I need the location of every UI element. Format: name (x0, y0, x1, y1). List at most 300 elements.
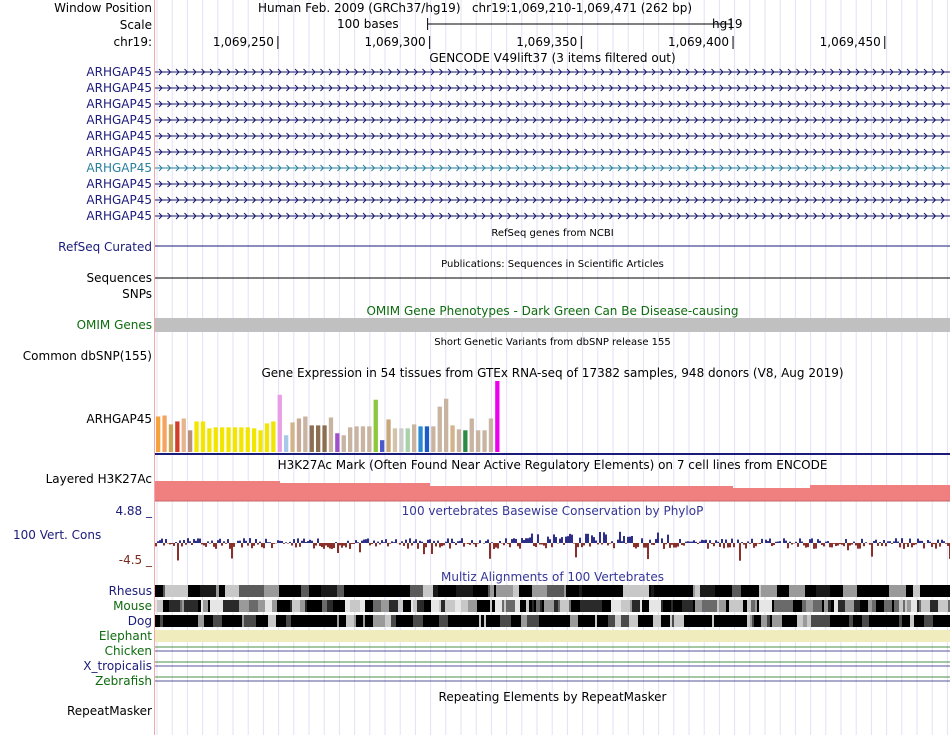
phylop-positive-bar (297, 538, 299, 543)
ruler-tick-label: 1,069,300 (364, 35, 426, 49)
multiz-mouse-block (688, 600, 693, 612)
multiz-mouse-block (300, 600, 305, 612)
multiz-rhesus-block (230, 585, 239, 597)
phylop-positive-bar (207, 541, 209, 543)
multiz-mouse-block (492, 600, 495, 612)
phylop-negative-bar (797, 543, 799, 547)
gtex-tissue-bar (322, 425, 326, 452)
phylop-negative-bar (173, 543, 175, 546)
gtex-tissue-bar (329, 417, 333, 452)
multiz-mouse-block (632, 600, 640, 612)
gencode-item-label[interactable]: ARHGAP45 (86, 129, 152, 143)
phylop-negative-bar (517, 543, 519, 546)
multiz-dog-block (222, 615, 228, 627)
multiz-dog-block (820, 615, 830, 627)
phylop-positive-bar (901, 538, 903, 543)
multiz-rhesus-block (219, 585, 225, 597)
multiz-mouse-block (598, 600, 600, 612)
phylop-negative-bar (681, 543, 683, 545)
multiz-dog-block (899, 615, 902, 627)
phylop-positive-bar (525, 538, 527, 543)
multiz-dog-block (256, 615, 268, 627)
gencode-item-label[interactable]: ARHGAP45 (86, 97, 152, 111)
phylop-negative-bar (697, 543, 699, 544)
multiz-dog-block (638, 615, 641, 627)
multiz-rhesus-block (364, 585, 380, 597)
phylop-negative-bar (535, 543, 537, 547)
phylop-negative-bar (829, 543, 831, 547)
phylop-negative-bar (201, 543, 203, 544)
gencode-item-label[interactable]: ARHGAP45 (86, 65, 152, 79)
gencode-item-label[interactable]: ARHGAP45 (86, 193, 152, 207)
multiz-species-label[interactable]: Chicken (104, 644, 152, 658)
phylop-positive-bar (687, 541, 689, 543)
multiz-rhesus-block (239, 585, 249, 597)
multiz-species-label[interactable]: X_tropicalis (83, 659, 152, 673)
multiz-species-label[interactable]: Zebrafish (95, 674, 152, 688)
multiz-mouse-block (695, 600, 702, 612)
gtex-tissue-bar (361, 426, 365, 452)
phylop-positive-bar (593, 537, 595, 543)
multiz-dog-block (570, 615, 578, 627)
gtex-tissue-bar (233, 427, 237, 452)
gencode-item-label[interactable]: ARHGAP45 (86, 209, 152, 223)
gtex-tissue-bar (226, 427, 230, 452)
multiz-rhesus-block (494, 585, 496, 597)
multiz-dog-block (423, 615, 425, 627)
multiz-dog-block (286, 615, 291, 627)
multiz-dog-block (468, 615, 479, 627)
gtex-tissue-bar (201, 421, 205, 452)
phylop-positive-bar (777, 542, 779, 543)
phylop-negative-bar (489, 543, 491, 559)
phylop-positive-bar (179, 540, 181, 543)
gtex-tissue-bar (188, 430, 192, 452)
multiz-rhesus-block (488, 585, 490, 597)
multiz-dog-block (354, 615, 356, 627)
multiz-mouse-block (431, 600, 439, 612)
gtex-tissue-bar (265, 423, 269, 452)
multiz-mouse-block (563, 600, 569, 612)
phylop-positive-bar (853, 542, 855, 543)
multiz-dog-block (204, 615, 213, 627)
phylop-negative-bar (807, 543, 809, 547)
phylop-negative-bar (441, 543, 443, 546)
phylop-positive-bar (801, 542, 803, 543)
multiz-rhesus-block (351, 585, 364, 597)
multiz-dog-block (413, 615, 423, 627)
multiz-mouse-block (542, 600, 544, 612)
multiz-rhesus-block (688, 585, 693, 597)
phylop-positive-bar (355, 540, 357, 543)
phylop-negative-bar (707, 543, 709, 549)
gtex-tissue-bar (252, 428, 256, 452)
multiz-mouse-block (208, 600, 210, 612)
phylop-negative-bar (907, 543, 909, 547)
phylop-negative-bar (497, 543, 499, 548)
phylop-negative-bar (371, 543, 373, 544)
phylop-positive-bar (395, 539, 397, 543)
phylop-negative-bar (435, 543, 437, 546)
phylop-negative-bar (271, 543, 273, 548)
phylop-negative-bar (155, 543, 157, 546)
multiz-mouse-block (196, 600, 198, 612)
phylop-positive-bar (591, 535, 593, 543)
phylop-negative-bar (251, 543, 253, 548)
phylop-negative-bar (791, 543, 793, 544)
phylop-positive-bar (595, 541, 597, 543)
phylop-positive-bar (661, 538, 663, 543)
phylop-negative-bar (757, 543, 759, 544)
phylop-negative-bar (475, 543, 477, 547)
gtex-tissue-bar (194, 421, 198, 452)
multiz-rhesus-block (181, 585, 188, 597)
h3k27ac-track-label[interactable]: Layered H3K27Ac (45, 472, 152, 486)
multiz-rhesus-block (547, 585, 564, 597)
multiz-mouse-block (712, 600, 717, 612)
phylop-positive-bar (485, 541, 487, 543)
phylop-negative-bar (831, 543, 833, 547)
phylop-negative-bar (417, 543, 419, 549)
multiz-mouse-block (578, 600, 580, 612)
phylop-positive-bar (617, 540, 619, 543)
phylop-negative-bar (653, 543, 655, 545)
phylop-negative-bar (645, 543, 647, 548)
multiz-species-label[interactable]: Rhesus (108, 584, 152, 598)
multiz-dog-block (782, 615, 793, 627)
phylop-positive-bar (487, 539, 489, 543)
multiz-mouse-block (411, 600, 413, 612)
publications-track-label[interactable]: Sequences (86, 271, 152, 285)
multiz-rhesus-block (843, 585, 857, 597)
multiz-mouse-block (930, 600, 938, 612)
phylop-positive-bar (619, 532, 621, 543)
phylop-positive-bar (689, 542, 691, 543)
phylop-negative-bar (847, 543, 849, 550)
gencode-item-label[interactable]: ARHGAP45 (86, 113, 152, 127)
multiz-rhesus-block (945, 585, 950, 597)
multiz-dog-block (401, 615, 413, 627)
multiz-mouse-block (884, 600, 892, 612)
phylop-negative-bar (613, 543, 615, 548)
phylop-positive-bar (599, 532, 601, 543)
multiz-mouse-block (558, 600, 560, 612)
phylop-positive-bar (347, 541, 349, 543)
multiz-dog-block (754, 615, 761, 627)
multiz-mouse-block (360, 600, 365, 612)
gtex-tissue-bar (207, 428, 211, 452)
multiz-dog-block (481, 615, 484, 627)
multiz-species-label[interactable]: Dog (127, 614, 152, 628)
multiz-mouse-block (640, 600, 642, 612)
multiz-mouse-block (813, 600, 822, 612)
phylop-negative-bar (495, 543, 497, 548)
multiz-dog-block (521, 615, 527, 627)
multiz-dog-block (244, 615, 256, 627)
multiz-dog-block (750, 615, 752, 627)
phylop-positive-bar (301, 541, 303, 543)
multiz-mouse-block (350, 600, 360, 612)
phylop-positive-bar (937, 540, 939, 543)
phylop-negative-bar (493, 543, 495, 549)
gencode-item-label[interactable]: ARHGAP45 (86, 177, 152, 191)
multiz-mouse-block (671, 600, 673, 612)
multiz-dog-block (767, 615, 770, 627)
phylop-negative-bar (375, 543, 377, 546)
phylop-negative-bar (803, 543, 805, 545)
ruler-tick-label: 1,069,250 (212, 35, 274, 49)
multiz-rhesus-block (633, 585, 649, 597)
phylop-negative-bar (899, 543, 901, 547)
phylop-positive-bar (783, 538, 785, 543)
multiz-rhesus-block (671, 585, 688, 597)
phylop-positive-bar (799, 538, 801, 543)
multiz-dog-block (914, 615, 924, 627)
phylop-positive-bar (461, 538, 463, 543)
phylop-positive-bar (629, 537, 631, 543)
multiz-mouse-block (842, 600, 845, 612)
phylop-positive-bar (579, 538, 581, 543)
multiz-rhesus-block (165, 585, 181, 597)
multiz-rhesus-block (323, 585, 337, 597)
phylop-positive-bar (761, 539, 763, 543)
gtex-tissue-bar (246, 427, 250, 452)
gencode-item-label[interactable]: ARHGAP45 (86, 81, 152, 95)
phylop-positive-bar (531, 534, 533, 543)
phylop-negative-bar (439, 543, 441, 547)
multiz-dog-block (597, 615, 608, 627)
multiz-mouse-block (774, 600, 784, 612)
phylop-negative-bar (857, 543, 859, 549)
phylop-positive-bar (523, 540, 525, 543)
multiz-mouse-block (281, 600, 290, 612)
phylop-positive-bar (217, 540, 219, 543)
gtex-tissue-bar (380, 440, 384, 452)
multiz-rhesus-block (490, 585, 494, 597)
gtex-tissue-bar (156, 417, 160, 453)
phylop-positive-bar (421, 542, 423, 543)
phylop-negative-bar (841, 543, 843, 545)
multiz-dog-block (761, 615, 767, 627)
multiz-mouse-block (201, 600, 203, 612)
multiz-mouse-block (210, 600, 216, 612)
gtex-tissue-bar (342, 435, 346, 452)
phylop-positive-bar (211, 541, 213, 543)
phylop-positive-bar (451, 539, 453, 543)
dbsnp-track-label[interactable]: Common dbSNP(155) (22, 349, 152, 363)
phylop-negative-bar (253, 543, 255, 546)
phylop-positive-bar (555, 537, 557, 543)
multiz-rhesus-block (579, 585, 582, 597)
multiz-mouse-block (398, 600, 403, 612)
gtex-tissue-bar (393, 428, 397, 452)
phylop-negative-bar (743, 543, 745, 545)
phylop-positive-bar (929, 542, 931, 543)
multiz-rhesus-block (410, 585, 423, 597)
phylop-positive-bar (471, 540, 473, 543)
gtex-gene-label[interactable]: ARHGAP45 (86, 412, 152, 426)
phylop-negative-bar (597, 543, 599, 544)
multiz-mouse-block (345, 600, 350, 612)
phylop-negative-bar (727, 543, 729, 548)
phylop-positive-bar (269, 542, 271, 543)
multiz-dog-block (498, 615, 500, 627)
phylop-track-label[interactable]: 100 Vert. Cons (13, 528, 102, 542)
multiz-dog-block (837, 615, 839, 627)
multiz-mouse-block (495, 600, 502, 612)
multiz-dog-block (721, 615, 730, 627)
multiz-species-label[interactable]: Mouse (113, 599, 152, 613)
phylop-positive-bar (685, 542, 687, 543)
phylop-positive-bar (889, 541, 891, 543)
multiz-dog-block (560, 615, 565, 627)
phylop-positive-bar (391, 541, 393, 543)
multiz-mouse-block (709, 600, 712, 612)
phylop-negative-bar (545, 543, 547, 548)
multiz-dog-block (684, 615, 686, 627)
multiz-mouse-block (892, 600, 894, 612)
phylop-negative-bar (935, 543, 937, 549)
refseq-track-label[interactable]: RefSeq Curated (58, 240, 152, 254)
multiz-mouse-block (194, 600, 196, 612)
gtex-tissue-bar (335, 433, 339, 452)
multiz-mouse-block (755, 600, 757, 612)
multiz-species-label[interactable]: Elephant (98, 629, 152, 643)
multiz-rhesus-block (913, 585, 920, 597)
phylop-positive-bar (865, 542, 867, 543)
multiz-dog-block (902, 615, 910, 627)
multiz-rhesus-block (188, 585, 196, 597)
phylop-positive-bar (165, 539, 167, 543)
multiz-mouse-block (580, 600, 590, 612)
multiz-rhesus-block (346, 585, 349, 597)
multiz-dog-block (839, 615, 849, 627)
phylop-positive-bar (277, 540, 279, 543)
phylop-positive-bar (655, 539, 657, 543)
phylop-positive-bar (267, 542, 269, 543)
multiz-dog-block (170, 615, 175, 627)
multiz-dog-block (268, 615, 276, 627)
multiz-mouse-block (540, 600, 542, 612)
multiz-dog-block (686, 615, 695, 627)
multiz-mouse-block (729, 600, 737, 612)
multiz-dog-block (484, 615, 486, 627)
multiz-dog-block (803, 615, 807, 627)
phylop-positive-bar (303, 539, 305, 543)
multiz-rhesus-block (163, 585, 165, 597)
multiz-mouse-block (169, 600, 172, 612)
window-position-label: Window Position (54, 1, 152, 15)
phylop-negative-bar (903, 543, 905, 549)
gtex-tissue-bar (412, 424, 416, 452)
phylop-positive-bar (357, 542, 359, 543)
gtex-tissue-bar (425, 426, 429, 452)
multiz-rhesus-block (337, 585, 340, 597)
multiz-mouse-block (172, 600, 180, 612)
multiz-rhesus-block (656, 585, 671, 597)
phylop-positive-bar (779, 541, 781, 543)
multiz-mouse-block (182, 600, 184, 612)
phylop-negative-bar (477, 543, 479, 544)
phylop-positive-bar (361, 541, 363, 543)
track-labels-column (0, 0, 154, 735)
phylop-positive-bar (667, 535, 669, 543)
repeatmasker-track-title: Repeating Elements by RepeatMasker (438, 690, 667, 704)
phylop-positive-bar (161, 539, 163, 543)
omim-track-title: OMIM Gene Phenotypes - Dark Green Can Be Disease-causing (366, 304, 739, 318)
multiz-rhesus-block (499, 585, 513, 597)
omim-track-label[interactable]: OMIM Genes (76, 318, 152, 332)
multiz-mouse-block (784, 600, 793, 612)
multiz-dog-block (373, 615, 375, 627)
phylop-positive-bar (377, 542, 379, 543)
phylop-positive-bar (521, 538, 523, 543)
phylop-positive-bar (679, 539, 681, 543)
phylop-positive-bar (775, 542, 777, 543)
gtex-tissue-bar (310, 425, 314, 452)
multiz-dog-block (830, 615, 837, 627)
phylop-positive-bar (459, 541, 461, 543)
multiz-dog-block (459, 615, 468, 627)
multiz-dog-block (319, 615, 321, 627)
repeatmasker-track-label[interactable]: RepeatMasker (66, 704, 152, 718)
snps-track-label[interactable]: SNPs (122, 287, 152, 301)
multiz-dog-block (585, 615, 595, 627)
multiz-mouse-block (307, 600, 315, 612)
phylop-positive-bar (919, 541, 921, 543)
phylop-negative-bar (345, 543, 347, 547)
phylop-positive-bar (737, 540, 739, 543)
multiz-dog-block (330, 615, 337, 627)
phylop-negative-bar (341, 543, 343, 548)
multiz-dog-block (565, 615, 570, 627)
multiz-rhesus-block (873, 585, 889, 597)
multiz-rhesus-block (805, 585, 816, 597)
gencode-item-label[interactable]: ARHGAP45 (86, 145, 152, 159)
multiz-dog-block (674, 615, 684, 627)
multiz-mouse-block (258, 600, 265, 612)
phylop-negative-bar (369, 543, 371, 545)
gtex-tissue-bar (175, 421, 179, 452)
multiz-dog-block (175, 615, 179, 627)
multiz-mouse-block (726, 600, 729, 612)
tracks-area[interactable] (155, 0, 950, 735)
gtex-tissue-bar (450, 425, 454, 452)
multiz-mouse-block (203, 600, 208, 612)
ruler-tick-label: 1,069,450 (819, 35, 881, 49)
multiz-mouse-block (517, 600, 520, 612)
multiz-mouse-block (642, 600, 649, 612)
multiz-rhesus-block (423, 585, 433, 597)
phylop-positive-bar (895, 538, 897, 543)
multiz-dog-block (313, 615, 315, 627)
scale-db-label: hg19 (712, 17, 743, 31)
gencode-item-label[interactable]: ARHGAP45 (86, 161, 152, 175)
multiz-dog-block (242, 615, 244, 627)
phylop-negative-bar (651, 543, 653, 545)
multiz-dog-block (375, 615, 385, 627)
gencode-track-title[interactable]: GENCODE V49lift37 (3 items filtered out) (429, 51, 676, 65)
phylop-positive-bar (157, 541, 159, 543)
multiz-mouse-block (365, 600, 373, 612)
multiz-mouse-block (184, 600, 194, 612)
phylop-negative-bar (325, 543, 327, 545)
phylop-negative-bar (163, 543, 165, 545)
phylop-negative-bar (351, 543, 353, 544)
phylop-negative-bar (863, 543, 865, 546)
multiz-dog-block (160, 615, 163, 627)
h3k27ac-track-title: H3K27Ac Mark (Often Found Near Active Regulatory Elements) on 7 cell lines from ENCODE (277, 458, 828, 472)
